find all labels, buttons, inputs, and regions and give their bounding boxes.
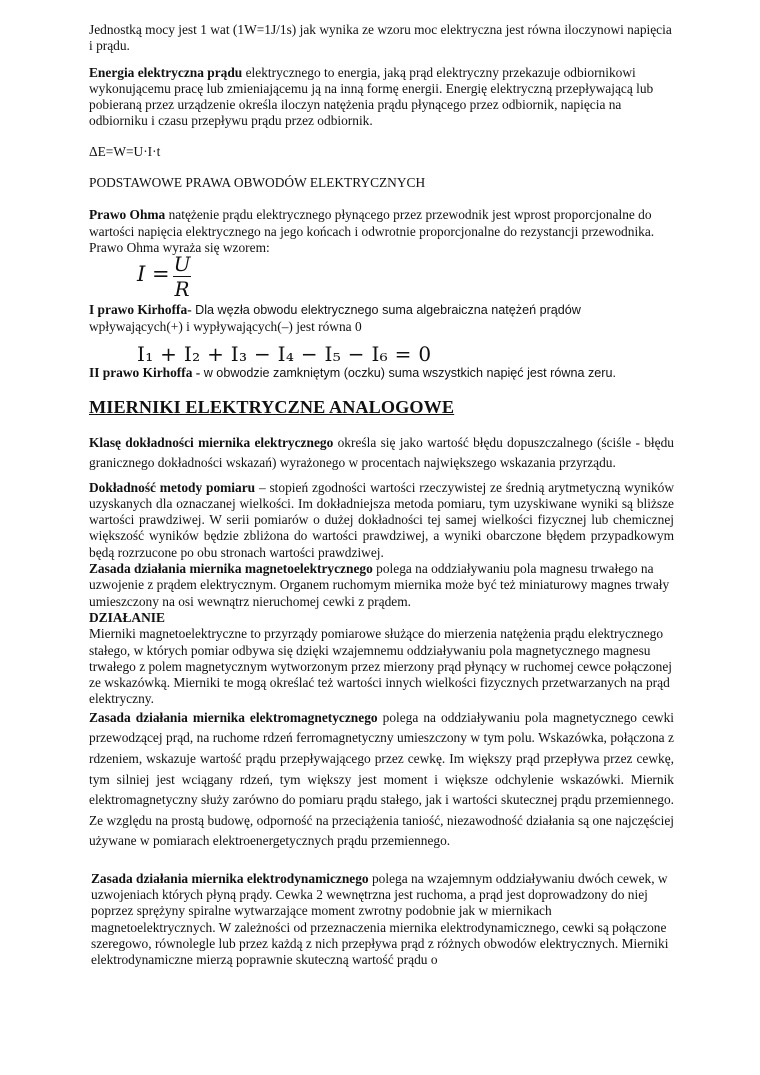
accuracy-class-definition: określa się jako wartość błędu dopuszczalnego (ściśle - błędu granicznego dokładności wskazań) wyrażonego w procentach największego wskazania przyrządu. bbox=[89, 435, 674, 471]
ohm-paragraph bbox=[89, 207, 674, 256]
ohm-formula-fraction bbox=[173, 253, 191, 300]
dzialanie-heading bbox=[89, 610, 674, 626]
electromagnetic-term: Zasada działania miernika elektromagnetycznego bbox=[89, 709, 378, 725]
energy-definition: elektrycznego to energia, jaką prąd elektryczny przekazuje odbiornikowi wykonującemu pracę lub zmieniającemu ją na inną formę energii. Energię elektryczną przepływającą lub pobieraną przez urządzenie określa iloczyn natężenia prądu płynącego przez odbiornik, napięcia na odbiorniku i czasu przepływu prądu przez odbiornik. bbox=[89, 64, 654, 129]
electrodynamic-definition: polega na wzajemnym oddziaływaniu dwóch cewek, w uzwojeniach których płyną prądy. Cewka 2 wewnętrzna jest ruchoma, a prąd jest doprowadzony do niej poprzez sprężyny spiralne wytwarzające moment zwrotny podobnie jak w miernikach magnetoelektrycznych. W zależności od przeznaczenia miernika elektrodynamicznego, cewki są połączone szeregowo, równolegle lub przez każdą z nich przepływa prąd z różnych obwodów elektrycznych. Mierniki elektrodynamiczne mierzą poprawnie skuteczną wartość prądu o bbox=[91, 870, 669, 968]
document-page bbox=[89, 22, 674, 969]
electromagnetic-paragraph bbox=[89, 708, 674, 852]
ohm-formula-numerator: U bbox=[173, 252, 191, 277]
kirchhoff-1-formula: I₁ + I₂ + I₃ − I₄ − I₅ − I₆ = 0 bbox=[137, 341, 432, 366]
kirchhoff-1-paragraph bbox=[89, 302, 674, 335]
method-accuracy-term: Dokładność metody pomiaru bbox=[89, 479, 256, 495]
ohm-formula-lhs: I = bbox=[137, 262, 170, 287]
electrodynamic-term: Zasada działania miernika elektrodynamicznego bbox=[91, 870, 369, 886]
magnetoelectric-term: Zasada działania miernika magnetoelektrycznego bbox=[89, 561, 373, 577]
accuracy-class-term: Klasę dokładności miernika elektrycznego bbox=[89, 435, 334, 451]
section-title: MIERNIKI ELEKTRYCZNE ANALOGOWE bbox=[89, 397, 455, 418]
dzialanie-paragraph: Mierniki magnetoelektryczne to przyrządy pomiarowe służące do mierzenia natężenia prądu elektrycznego stałego, w których pomiar odbywa się dzięki wzajemnemu oddziaływaniu pola magnetycznego magnesu trwałego z polem magnetycznym wytworzonym przez mierzony prąd płynący w ruchomej cewce połączonej ze wskazówką. Mierniki te mogą określać też wartości innych wielkości fizycznych przetwarzanych na prąd elektryczny. bbox=[89, 626, 673, 707]
method-accuracy-paragraph bbox=[89, 480, 674, 561]
ohm-term: Prawo Ohma bbox=[89, 207, 166, 223]
ohm-formula bbox=[137, 252, 674, 302]
kirchhoff-1-term: I prawo Kirhoffa- bbox=[89, 302, 192, 318]
kirchhoff-1-definition-a: Dla węzła obwodu elektrycznego suma algebraiczna natężeń prądów bbox=[191, 303, 581, 318]
electrodynamic-paragraph bbox=[89, 871, 674, 969]
accuracy-class-paragraph bbox=[89, 433, 674, 473]
dzialanie-label: DZIAŁANIE bbox=[89, 609, 165, 625]
magnetoelectric-paragraph bbox=[89, 561, 674, 610]
laws-heading: PODSTAWOWE PRAWA OBWODÓW ELEKTRYCZNYCH bbox=[89, 175, 426, 191]
ohm-definition: natężenie prądu elektrycznego płynącego przez przewodnik jest wprost proporcjonalne do wartości napięcia elektrycznego na jego końcach i odwrotnie proporcjonalne do rezystancji przewodnika. Prawo Ohma wyraża się wzorem: bbox=[89, 207, 655, 255]
power-unit-paragraph: Jednostką mocy jest 1 wat (1W=1J/1s) jak wynika ze wzoru moc elektryczna jest równa iloczynowi napięcia i prądu. bbox=[89, 22, 672, 54]
kirchhoff-2-paragraph bbox=[89, 365, 674, 381]
kirchhoff-2-definition: w obwodzie zamkniętym (oczku) suma wszystkich napięć jest równa zeru. bbox=[200, 365, 616, 380]
energy-term: Energia elektryczna prądu bbox=[89, 64, 243, 80]
energy-paragraph bbox=[89, 65, 674, 130]
kirchhoff-2-term: II prawo Kirhoffa - bbox=[89, 364, 201, 380]
energy-formula: ΔE=W=U·I·t bbox=[89, 143, 161, 159]
magnetoelectric-definition: polega na oddziaływaniu pola magnesu trwałego na uzwojenie z prądem elektrycznym. Organem ruchomym miernika może być też miniaturowy magnes trwały umieszczony na osi wewnątrz nieruchomej cewki z prądem. bbox=[89, 561, 670, 609]
kirchhoff-1-definition-b: wpływających(+) i wypływających(–) jest równa 0 bbox=[89, 318, 362, 334]
ohm-formula-denominator: R bbox=[174, 277, 190, 302]
method-accuracy-definition: – stopień zgodności wartości rzeczywistej ze średnią arytmetyczną wyników uzyskanych dla oznaczanej wielkości. Im dokładniejsza metoda pomiaru, tym uzyskiwane wyniki są bliższe wartości prawdziwej. W serii pomiarów o dużej dokładności tej samej wielkości fizycznej lub chemicznej większość wyników będzie zbliżona do wartości prawdziwej, a wyniki obarczone błędem przypadkowym będą rozrzucone po obu stronach wartości prawdziwej. bbox=[89, 479, 675, 560]
electromagnetic-definition: polega na oddziaływaniu pola magnetycznego cewki przewodzącej prąd, na ruchome rdzeń ferromagnetyczny umieszczony w tym polu. Wskazówka, połączona z rdzeniem, wskazuje wartość prądu przepływającego przez cewkę. Im większy prąd przepływa przez cewkę, tym silniej jest wciągany rdzeń, tym większy jest moment i większe odchylenie wskazówki. Miernik elektromagnetyczny służy zarówno do pomiaru prądu stałego, jak i wartości skutecznej prądu przemiennego. Ze względu na prostą budowę, odporność na przeciążenia taniość, niezawodność działania są one najczęściej używane w pomiarach elektroenergetycznych prądu przemiennego. bbox=[89, 709, 674, 849]
